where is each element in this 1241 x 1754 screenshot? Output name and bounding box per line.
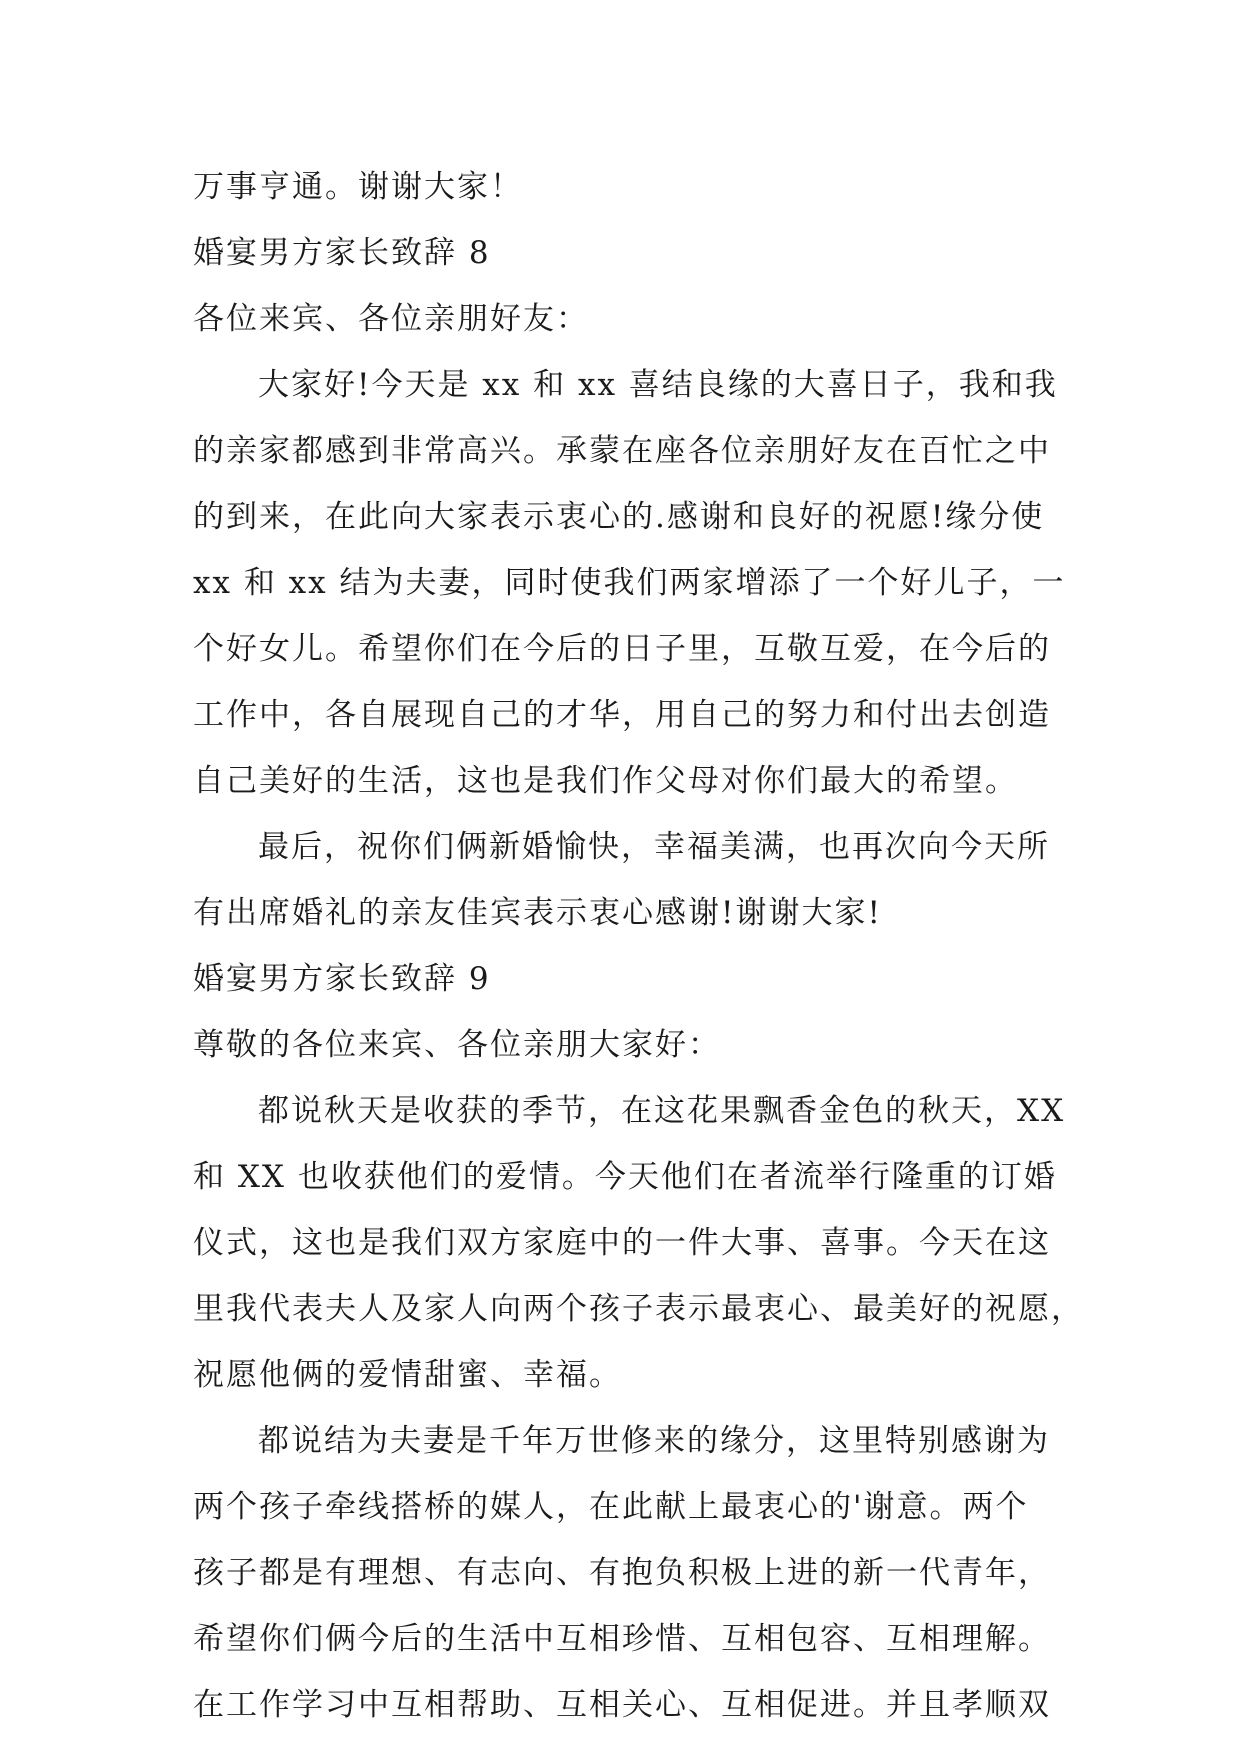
text-line: 在工作学习中互相帮助、互相关心、互相促进。并且孝顺双: [193, 1687, 1051, 1723]
text-line: 最后，祝你们俩新婚愉快，幸福美满，也再次向今天所: [258, 829, 1050, 865]
text-line: 的到来，在此向大家表示衷心的.感谢和良好的祝愿!缘分使: [193, 499, 1045, 535]
text-line: xx 和 xx 结为夫妻，同时使我们两家增添了一个好儿子，一: [193, 565, 1066, 601]
text-line: 个好女儿。希望你们在今后的日子里，互敬互爱，在今后的: [193, 631, 1051, 667]
text-line: 孩子都是有理想、有志向、有抱负积极上进的新一代青年，: [193, 1555, 1051, 1591]
text-line: 万事亨通。谢谢大家！: [193, 169, 523, 205]
text-line: 希望你们俩今后的生活中互相珍惜、互相包容、互相理解。: [193, 1621, 1051, 1657]
text-line: 大家好!今天是 xx 和 xx 喜结良缘的大喜日子，我和我: [258, 367, 1058, 403]
text-line: 自己美好的生活，这也是我们作父母对你们最大的希望。: [193, 763, 1018, 799]
text-line: 有出席婚礼的亲友佳宾表示衷心感谢!谢谢大家!: [193, 895, 882, 931]
text-line: 里我代表夫人及家人向两个孩子表示最衷心、最美好的祝愿，: [193, 1291, 1084, 1327]
text-line: 两个孩子牵线搭桥的媒人，在此献上最衷心的'谢意。两个: [193, 1489, 1029, 1525]
text-line: 祝愿他俩的爱情甜蜜、幸福。: [193, 1357, 622, 1393]
salutation: 尊敬的各位来宾、各位亲朋大家好：: [193, 1027, 721, 1063]
text-line: 工作中，各自展现自己的才华，用自己的努力和付出去创造: [193, 697, 1051, 733]
text-line: 的亲家都感到非常高兴。承蒙在座各位亲朋好友在百忙之中: [193, 433, 1051, 469]
text-line: 都说秋天是收获的季节，在这花果飘香金色的秋天，XX: [258, 1093, 1066, 1129]
text-line: 都说结为夫妻是千年万世修来的缘分，这里特别感谢为: [258, 1423, 1050, 1459]
salutation: 各位来宾、各位亲朋好友：: [193, 301, 589, 337]
text-line: 仪式，这也是我们双方家庭中的一件大事、喜事。今天在这: [193, 1225, 1051, 1261]
text-line: 和 XX 也收获他们的爱情。今天他们在者流举行隆重的订婚: [193, 1159, 1057, 1195]
section-heading: 婚宴男方家长致辞 9: [193, 961, 491, 997]
section-heading: 婚宴男方家长致辞 8: [193, 235, 491, 271]
